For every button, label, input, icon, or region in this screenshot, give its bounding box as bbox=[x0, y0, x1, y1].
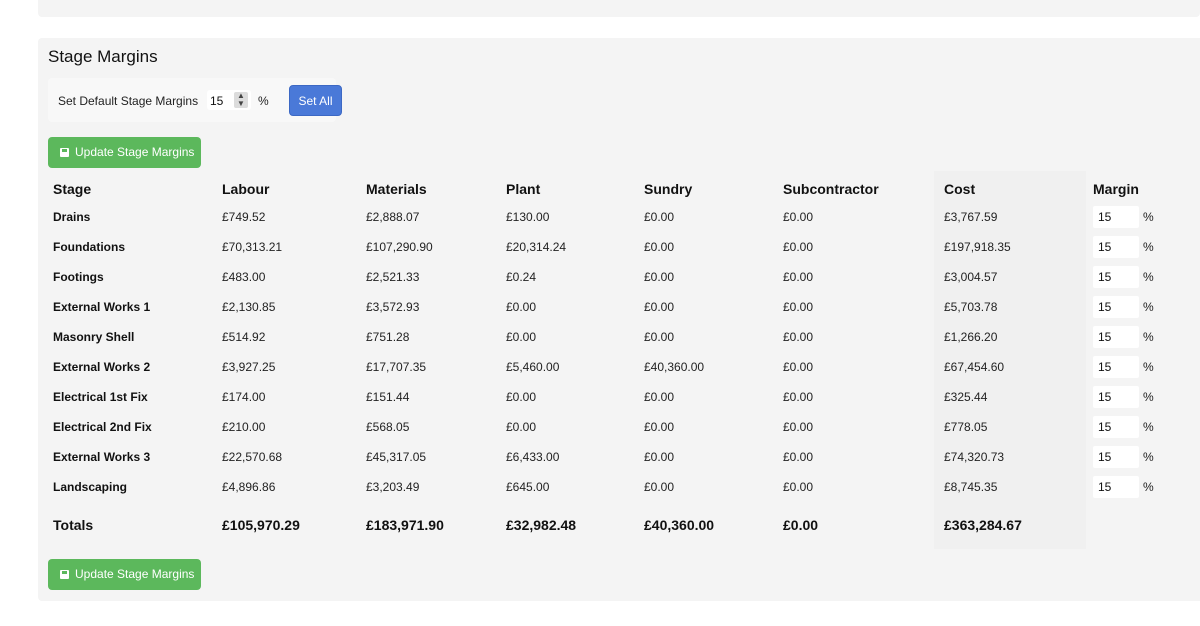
panel-title: Stage Margins bbox=[48, 47, 158, 66]
cell-labour: £749.52 bbox=[222, 210, 266, 224]
cell-plant: £130.00 bbox=[506, 210, 550, 224]
update-button-label: Update Stage Margins bbox=[75, 145, 195, 159]
table-row bbox=[42, 412, 1192, 442]
cell-stage: External Works 1 bbox=[53, 300, 151, 314]
margin-value: 15 bbox=[1098, 420, 1112, 434]
cell-materials: £151.44 bbox=[366, 390, 410, 404]
cell-cost: £8,745.35 bbox=[944, 480, 998, 494]
margin-value: 15 bbox=[1098, 270, 1112, 284]
totals-plant: £32,982.48 bbox=[506, 517, 577, 533]
margin-input[interactable] bbox=[1093, 206, 1139, 228]
cell-plant: £0.00 bbox=[506, 390, 537, 404]
cell-sundry: £40,360.00 bbox=[644, 360, 705, 374]
cell-stage: External Works 3 bbox=[53, 450, 151, 464]
margin-value: 15 bbox=[1098, 390, 1112, 404]
cell-stage: Footings bbox=[53, 270, 104, 284]
margin-value: 15 bbox=[1098, 300, 1112, 314]
cell-materials: £107,290.90 bbox=[366, 240, 433, 254]
margin-percent-label: % bbox=[1143, 390, 1154, 404]
set-all-button[interactable]: Set All bbox=[289, 85, 342, 116]
margin-input[interactable] bbox=[1093, 296, 1139, 318]
header-subcontractor: Subcontractor bbox=[783, 181, 879, 197]
cell-sundry: £0.00 bbox=[644, 300, 675, 314]
cell-cost: £3,004.57 bbox=[944, 270, 998, 284]
cell-margin bbox=[1082, 382, 1192, 412]
cell-sundry: £0.00 bbox=[644, 390, 675, 404]
margin-value: 15 bbox=[1098, 360, 1112, 374]
margin-input[interactable] bbox=[1093, 386, 1139, 408]
margin-value: 15 bbox=[1098, 330, 1112, 344]
chevron-up-icon[interactable]: ▲ bbox=[237, 91, 245, 100]
header-plant: Plant bbox=[506, 181, 541, 197]
totals-labour: £105,970.29 bbox=[222, 517, 300, 533]
cell-cost: £1,266.20 bbox=[944, 330, 998, 344]
cell-sundry: £0.00 bbox=[644, 450, 675, 464]
margin-percent-label: % bbox=[1143, 420, 1154, 434]
cell-cost: £778.05 bbox=[944, 420, 988, 434]
margin-percent-label: % bbox=[1143, 360, 1154, 374]
previous-panel bbox=[38, 0, 1200, 17]
cell-plant: £6,433.00 bbox=[506, 450, 560, 464]
cell-cost: £197,918.35 bbox=[944, 240, 1011, 254]
cell-margin bbox=[1082, 352, 1192, 382]
totals-row bbox=[42, 502, 1192, 548]
cell-materials: £568.05 bbox=[366, 420, 410, 434]
table-row bbox=[42, 262, 1192, 292]
default-margin-form bbox=[48, 78, 336, 122]
cell-plant: £0.00 bbox=[506, 420, 537, 434]
margin-input[interactable] bbox=[1093, 476, 1139, 498]
cell-stage: External Works 2 bbox=[53, 360, 151, 374]
stage-margins-table bbox=[42, 176, 1192, 548]
cell-cost: £5,703.78 bbox=[944, 300, 998, 314]
margin-input[interactable] bbox=[1093, 326, 1139, 348]
cell-subcontractor: £0.00 bbox=[783, 450, 814, 464]
margin-value: 15 bbox=[1098, 450, 1112, 464]
cell-subcontractor: £0.00 bbox=[783, 210, 814, 224]
cell-plant: £0.24 bbox=[506, 270, 537, 284]
cell-subcontractor: £0.00 bbox=[783, 390, 814, 404]
cell-margin bbox=[1082, 232, 1192, 262]
header-cost: Cost bbox=[944, 181, 976, 197]
cell-stage: Electrical 1st Fix bbox=[53, 390, 148, 404]
cell-subcontractor: £0.00 bbox=[783, 420, 814, 434]
margin-value: 15 bbox=[1098, 240, 1112, 254]
cell-labour: £4,896.86 bbox=[222, 480, 276, 494]
margin-percent-label: % bbox=[1143, 270, 1154, 284]
margin-input[interactable] bbox=[1093, 266, 1139, 288]
cell-labour: £3,927.25 bbox=[222, 360, 276, 374]
table-row bbox=[42, 292, 1192, 322]
totals-cost: £363,284.67 bbox=[944, 517, 1022, 533]
header-sundry: Sundry bbox=[644, 181, 693, 197]
margin-percent-label: % bbox=[1143, 450, 1154, 464]
margin-input[interactable] bbox=[1093, 356, 1139, 378]
cell-plant: £0.00 bbox=[506, 300, 537, 314]
margin-input[interactable] bbox=[1093, 236, 1139, 258]
cell-sundry: £0.00 bbox=[644, 210, 675, 224]
cell-margin bbox=[1082, 202, 1192, 232]
table-row bbox=[42, 232, 1192, 262]
cell-margin bbox=[1082, 442, 1192, 472]
stage-margins-panel bbox=[38, 38, 1200, 601]
chevron-down-icon[interactable]: ▼ bbox=[237, 99, 245, 108]
update-stage-margins-button-top[interactable] bbox=[48, 137, 201, 168]
cell-materials: £3,572.93 bbox=[366, 300, 420, 314]
cell-stage: Masonry Shell bbox=[53, 330, 135, 344]
cell-materials: £2,888.07 bbox=[366, 210, 420, 224]
margin-percent-label: % bbox=[1143, 330, 1154, 344]
cell-labour: £70,313.21 bbox=[222, 240, 283, 254]
cell-plant: £0.00 bbox=[506, 330, 537, 344]
cell-stage: Foundations bbox=[53, 240, 125, 254]
default-margin-input[interactable] bbox=[207, 90, 251, 110]
cell-sundry: £0.00 bbox=[644, 330, 675, 344]
percent-label: % bbox=[258, 94, 269, 108]
cell-labour: £22,570.68 bbox=[222, 450, 283, 464]
cell-subcontractor: £0.00 bbox=[783, 360, 814, 374]
cell-cost: £67,454.60 bbox=[944, 360, 1005, 374]
cell-subcontractor: £0.00 bbox=[783, 240, 814, 254]
cell-plant: £645.00 bbox=[506, 480, 550, 494]
cell-labour: £210.00 bbox=[222, 420, 266, 434]
table-row bbox=[42, 442, 1192, 472]
cell-margin bbox=[1082, 322, 1192, 352]
cell-sundry: £0.00 bbox=[644, 240, 675, 254]
table-row bbox=[42, 472, 1192, 502]
cell-labour: £514.92 bbox=[222, 330, 266, 344]
update-stage-margins-button-bottom[interactable] bbox=[48, 559, 201, 590]
margin-percent-label: % bbox=[1143, 300, 1154, 314]
cell-materials: £751.28 bbox=[366, 330, 410, 344]
header-materials: Materials bbox=[366, 181, 427, 197]
save-icon bbox=[60, 570, 69, 579]
table-row bbox=[42, 322, 1192, 352]
cell-cost: £74,320.73 bbox=[944, 450, 1005, 464]
cell-margin bbox=[1082, 262, 1192, 292]
header-margin: Margin bbox=[1093, 181, 1139, 197]
default-margin-label: Set Default Stage Margins bbox=[58, 94, 199, 108]
cell-labour: £483.00 bbox=[222, 270, 266, 284]
cell-plant: £20,314.24 bbox=[506, 240, 567, 254]
cell-subcontractor: £0.00 bbox=[783, 330, 814, 344]
table-header-row bbox=[42, 176, 1192, 202]
totals-sundry: £40,360.00 bbox=[644, 517, 715, 533]
number-spinner[interactable] bbox=[234, 92, 248, 108]
margin-value: 15 bbox=[1098, 480, 1112, 494]
margin-input[interactable] bbox=[1093, 446, 1139, 468]
cell-subcontractor: £0.00 bbox=[783, 270, 814, 284]
cell-subcontractor: £0.00 bbox=[783, 300, 814, 314]
totals-label: Totals bbox=[53, 517, 94, 533]
totals-subcontractor: £0.00 bbox=[783, 517, 819, 533]
cell-margin bbox=[1082, 292, 1192, 322]
cell-margin bbox=[1082, 472, 1192, 502]
header-labour: Labour bbox=[222, 181, 270, 197]
default-margin-value: 15 bbox=[210, 94, 224, 108]
cell-sundry: £0.00 bbox=[644, 270, 675, 284]
cell-materials: £3,203.49 bbox=[366, 480, 420, 494]
cell-materials: £2,521.33 bbox=[366, 270, 420, 284]
margin-percent-label: % bbox=[1143, 480, 1154, 494]
cell-sundry: £0.00 bbox=[644, 420, 675, 434]
margin-input[interactable] bbox=[1093, 416, 1139, 438]
cell-materials: £45,317.05 bbox=[366, 450, 427, 464]
table-row bbox=[42, 382, 1192, 412]
cell-cost: £3,767.59 bbox=[944, 210, 998, 224]
cell-stage: Drains bbox=[53, 210, 91, 224]
margin-value: 15 bbox=[1098, 210, 1112, 224]
margin-percent-label: % bbox=[1143, 210, 1154, 224]
cell-materials: £17,707.35 bbox=[366, 360, 427, 374]
update-button-label: Update Stage Margins bbox=[75, 567, 195, 581]
header-stage: Stage bbox=[53, 181, 92, 197]
cell-margin bbox=[1082, 412, 1192, 442]
cell-cost: £325.44 bbox=[944, 390, 988, 404]
cell-plant: £5,460.00 bbox=[506, 360, 560, 374]
cell-subcontractor: £0.00 bbox=[783, 480, 814, 494]
table-row bbox=[42, 202, 1192, 232]
cell-labour: £174.00 bbox=[222, 390, 266, 404]
totals-materials: £183,971.90 bbox=[366, 517, 444, 533]
cell-stage: Electrical 2nd Fix bbox=[53, 420, 152, 434]
cell-labour: £2,130.85 bbox=[222, 300, 276, 314]
totals-margin-empty bbox=[1082, 502, 1192, 548]
cell-stage: Landscaping bbox=[53, 480, 128, 494]
save-icon bbox=[60, 148, 69, 157]
cell-sundry: £0.00 bbox=[644, 480, 675, 494]
table-row bbox=[42, 352, 1192, 382]
margin-percent-label: % bbox=[1143, 240, 1154, 254]
